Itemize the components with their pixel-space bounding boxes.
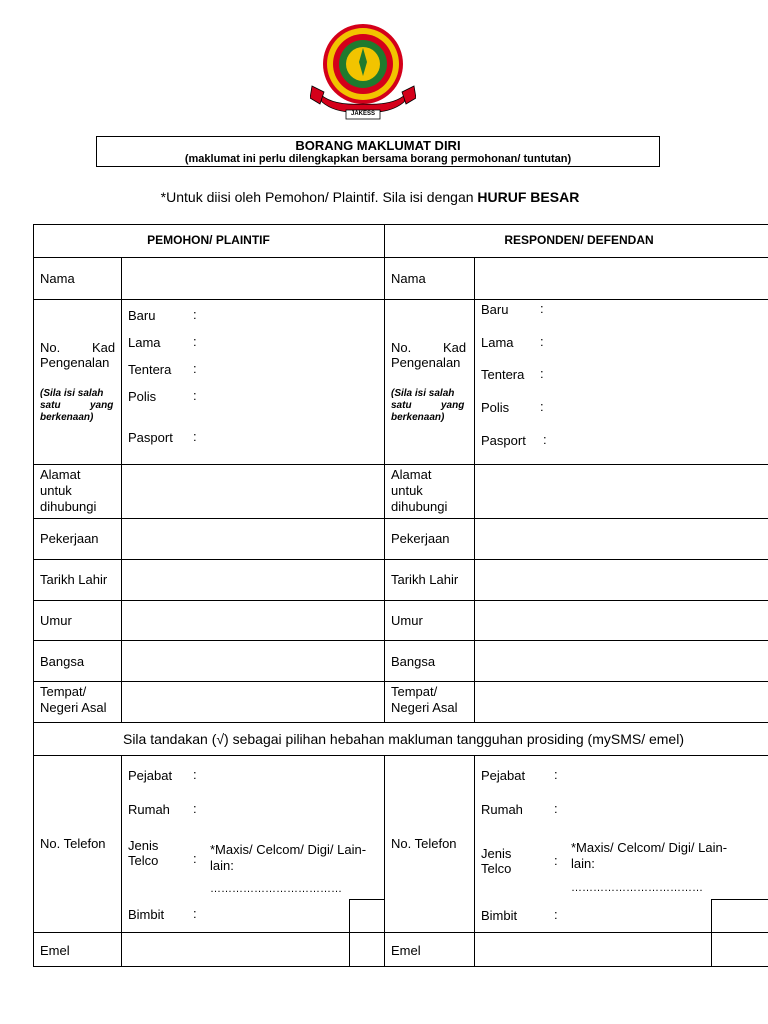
id-baru-left: Baru [128,308,156,323]
id-lama-left: Lama [128,335,161,350]
label-nokad-no-left: No. [40,340,61,355]
label-tarikh-lahir-right: Tarikh Lahir [391,572,459,587]
label-tempat-right-2: Negeri Asal [391,700,458,715]
input-pekerjaan-right[interactable] [475,519,768,559]
id-tentera-left: Tentera [128,362,172,377]
label-tempat-left-1: Tempat/ [40,684,87,699]
phone-rumah-left: Rumah [128,802,170,817]
telco-options-right-2: lain: [571,856,595,871]
id-pasport-left: Pasport [128,430,173,445]
hint-sila-isi-left-1: (Sila isi salah [40,388,104,399]
label-alamat-right-2: untuk [391,483,423,498]
phone-bimbit-left: Bimbit [128,907,165,922]
jakess-logo [310,18,416,122]
telco-options-left-1: *Maxis/ Celcom/ Digi/ Lain- [210,842,367,857]
label-bangsa-right: Bangsa [391,654,436,669]
label-alamat-left-3: dihubungi [40,499,97,514]
label-umur-right: Umur [391,613,423,628]
input-tarikh-lahir-left[interactable] [122,560,384,600]
phone-rumah-right: Rumah [481,802,523,817]
hint-sila-isi-right-2b: yang [441,400,465,411]
hint-sila-isi-left-2a: satu [40,400,61,411]
input-tempat-left[interactable] [122,682,384,722]
instruction-text: *Untuk diisi oleh Pemohon/ Plaintif. Sila isi dengan HURUF BESAR [160,189,580,205]
form-subtitle: (maklumat ini perlu dilengkapkan bersama borang permohonan/ tuntutan) [184,153,572,165]
input-bangsa-left[interactable] [122,641,384,681]
label-nokad-kad-right: Kad [443,340,467,355]
label-nama-right: Nama [391,271,426,286]
label-pengenalan-right: Pengenalan [391,355,461,370]
label-bangsa-left: Bangsa [40,654,85,669]
notification-notice: Sila tandakan (√) sebagai pilihan hebahan makluman tangguhan prosiding (mySMS/ emel) [122,731,684,747]
label-alamat-right-3: dihubungi [391,499,448,514]
phone-pejabat-left: Pejabat [128,768,173,783]
hint-sila-isi-left-3: berkenaan) [40,412,94,423]
id-baru-right: Baru [481,302,509,317]
label-nokad-no-right: No. [391,340,412,355]
label-pekerjaan-right: Pekerjaan [391,531,450,546]
input-alamat-left[interactable] [122,465,384,518]
hint-sila-isi-right-3: berkenaan) [391,412,445,423]
hint-sila-isi-right-2a: satu [391,400,412,411]
label-emel-right: Emel [391,943,421,958]
label-emel-left: Emel [40,943,70,958]
id-tentera-right: Tentera [481,367,525,382]
telco-other-dots-left: ……………………………… [210,883,342,895]
input-tarikh-lahir-right[interactable] [475,560,768,600]
checkbox-sms-right[interactable] [712,900,768,932]
input-pekerjaan-left[interactable] [122,519,384,559]
telco-options-left-2: lain: [210,858,234,873]
input-nama-left[interactable] [122,258,384,299]
label-alamat-left-2: untuk [40,483,72,498]
label-alamat-left-1: Alamat [40,467,81,482]
telco-other-dots-right: ……………………………… [571,882,703,894]
hint-sila-isi-right-1: (Sila isi salah [391,388,455,399]
phone-telco-right: Telco [481,861,512,876]
input-umur-right[interactable] [475,601,768,640]
input-umur-left[interactable] [122,601,384,640]
checkbox-emel-right[interactable] [712,933,768,966]
telco-options-right-1: *Maxis/ Celcom/ Digi/ Lain- [571,840,728,855]
phone-jenis-left: Jenis [128,838,159,853]
label-pengenalan-left: Pengenalan [40,355,110,370]
logo-banner-text: JAKESS [350,111,375,117]
title-box [96,136,660,167]
label-umur-left: Umur [40,613,72,628]
input-emel-right[interactable] [475,933,711,966]
label-tempat-left-2: Negeri Asal [40,700,107,715]
checkbox-emel-left[interactable] [350,933,384,966]
label-tempat-right-1: Tempat/ [391,684,438,699]
label-alamat-right-1: Alamat [391,467,432,482]
input-tempat-right[interactable] [475,682,768,722]
label-telefon-right: No. Telefon [391,836,457,851]
id-lama-right: Lama [481,335,514,350]
input-alamat-right[interactable] [475,465,768,518]
input-emel-left[interactable] [122,933,349,966]
phone-telco-left: Telco [128,853,159,868]
id-pasport-right: Pasport [481,433,526,448]
phone-pejabat-right: Pejabat [481,768,526,783]
header-pemohon: PEMOHON/ PLAINTIF [147,233,270,247]
header-responden: RESPONDEN/ DEFENDAN [504,233,654,247]
form-title: BORANG MAKLUMAT DIRI [295,138,461,153]
label-telefon-left: No. Telefon [40,836,106,851]
phone-jenis-right: Jenis [481,846,512,861]
label-nokad-kad-left: Kad [92,340,116,355]
input-bangsa-right[interactable] [475,641,768,681]
label-pekerjaan-left: Pekerjaan [40,531,99,546]
label-tarikh-lahir-left: Tarikh Lahir [40,572,108,587]
input-nama-right[interactable] [475,258,768,299]
label-nama-left: Nama [40,271,75,286]
checkbox-sms-left[interactable] [350,900,384,932]
hint-sila-isi-left-2b: yang [90,400,114,411]
id-polis-left: Polis [128,389,157,404]
id-polis-right: Polis [481,400,510,415]
phone-bimbit-right: Bimbit [481,908,518,923]
